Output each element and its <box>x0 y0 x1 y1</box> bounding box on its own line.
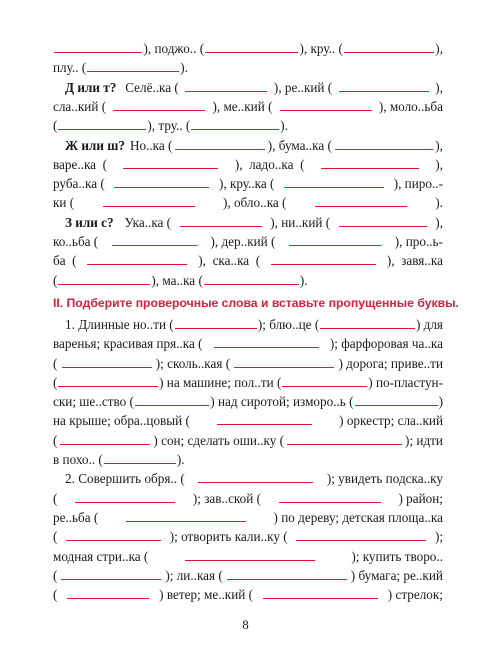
answer-blank[interactable] <box>289 233 381 246</box>
exercise-line <box>65 470 443 487</box>
line-text: ) для <box>415 316 443 332</box>
line-text: руба..ка ( <box>53 176 105 192</box>
line-text: Ука..ка ( <box>121 214 172 230</box>
line-text: ) ветер; ме..кий ( <box>159 587 254 603</box>
exercise-line <box>53 194 443 211</box>
exercise-line <box>65 316 443 333</box>
exercise-line <box>65 79 443 96</box>
answer-blank[interactable] <box>185 548 315 561</box>
line-text: 1. Длинные но..ти ( <box>65 316 174 332</box>
line-text: ( <box>53 118 58 134</box>
exercise-line <box>53 252 443 269</box>
line-text: ба ( <box>53 253 77 269</box>
line-text: сла..кий ( <box>53 98 107 114</box>
line-text: ) сон; сделать оши..ку ( <box>153 432 285 448</box>
line-text: ), пиро..- <box>393 176 443 192</box>
line-text: ) по-пластун- <box>368 374 443 390</box>
answer-blank[interactable] <box>335 137 433 150</box>
exercise-line <box>53 586 443 603</box>
exercise-line <box>53 98 443 115</box>
answer-blank[interactable] <box>185 79 267 92</box>
line-text: ); сколь..кая ( <box>155 355 231 371</box>
line-text: ( <box>53 529 58 545</box>
line-text: плу.. ( <box>53 60 87 76</box>
answer-blank[interactable] <box>282 374 367 387</box>
line-text: ). <box>299 272 308 288</box>
line-text: ); купить творо.. <box>351 548 443 564</box>
line-text: ( <box>53 355 58 371</box>
exercise-line <box>53 548 443 565</box>
line-text: ); блю..це ( <box>257 316 320 332</box>
line-text: ). <box>176 452 185 467</box>
answer-blank[interactable] <box>103 194 195 207</box>
answer-blank[interactable] <box>87 252 187 265</box>
answer-blank[interactable] <box>123 156 218 169</box>
answer-blank[interactable] <box>344 40 434 53</box>
line-text: ), обло..ка ( <box>222 195 287 211</box>
answer-blank[interactable] <box>61 567 161 580</box>
answer-blank[interactable] <box>58 374 158 387</box>
answer-blank[interactable] <box>214 335 319 348</box>
exercise-line <box>53 432 443 449</box>
line-text: ски; ше..ство ( <box>53 394 134 410</box>
answer-blank[interactable] <box>66 528 161 541</box>
line-text: ) дорога; приве..ти <box>338 355 443 371</box>
answer-blank[interactable] <box>87 59 179 72</box>
answer-blank[interactable] <box>339 79 429 92</box>
line-text: ), <box>435 156 443 172</box>
page-number: 8 <box>242 617 249 633</box>
line-text: ). <box>180 60 188 76</box>
exercise-line <box>53 40 443 57</box>
answer-blank[interactable] <box>315 194 407 207</box>
answer-blank[interactable] <box>67 586 149 599</box>
line-text: ), <box>435 41 443 56</box>
line-text: ), кру.. ( <box>299 41 343 56</box>
answer-blank[interactable] <box>58 117 146 130</box>
answer-blank[interactable] <box>175 316 257 329</box>
line-text: ), ни..кий ( <box>270 214 331 230</box>
answer-blank[interactable] <box>180 214 262 227</box>
answer-blank[interactable] <box>321 156 419 169</box>
line-text: ), ладо..ка ( <box>234 156 305 172</box>
answer-blank[interactable] <box>135 393 209 406</box>
line-text: модная стри..ка ( <box>53 548 149 564</box>
answer-blank[interactable] <box>284 175 384 188</box>
exercise-line <box>53 335 443 352</box>
exercise-line <box>53 175 443 192</box>
line-text: ре..ьба ( <box>53 509 99 525</box>
exercise-line <box>65 137 443 154</box>
line-text: ), <box>435 137 443 153</box>
line-text: ки ( <box>53 195 75 211</box>
answer-blank[interactable] <box>104 451 176 464</box>
exercise-line <box>53 412 443 429</box>
line-text: ) по дереву; детская площа..ка <box>273 509 443 525</box>
line-text: ко..ьба ( <box>53 234 99 249</box>
answer-blank[interactable] <box>191 117 279 130</box>
line-text: варе..ка ( <box>53 156 107 172</box>
line-text: ( <box>53 432 58 448</box>
answer-blank[interactable] <box>234 355 334 368</box>
line-text: ), ме..кий ( <box>212 98 273 114</box>
line-text: ); отворить кали..ку ( <box>169 529 288 545</box>
line-text: ( <box>53 272 58 288</box>
line-text: ), бума..ка ( <box>267 137 332 153</box>
section-heading: II. Подберите проверочные слова и вставьте пропущенные буквы. <box>53 295 459 310</box>
exercise-line <box>53 272 443 289</box>
exercise-line <box>53 355 443 372</box>
line-text: ) оркестр; сла..кий <box>339 413 443 429</box>
answer-blank[interactable] <box>280 98 372 111</box>
answer-blank[interactable] <box>205 40 298 53</box>
exercise-line <box>53 509 443 526</box>
task-label: З или с? <box>65 214 114 230</box>
line-text: ), ска..ка ( <box>198 253 261 269</box>
answer-blank[interactable] <box>113 98 205 111</box>
line-text: ) стрелок; <box>387 587 443 603</box>
line-text: ), поджо.. ( <box>143 41 205 56</box>
line-text: ) <box>438 394 443 410</box>
answer-blank[interactable] <box>287 432 402 445</box>
answer-blank[interactable] <box>75 490 175 503</box>
answer-blank[interactable] <box>54 40 142 53</box>
line-text: 2. Совершить обря.. ( <box>65 471 185 487</box>
line-text: ), тру.. ( <box>147 118 191 134</box>
exercise-line <box>53 59 443 76</box>
exercise-line <box>53 490 443 507</box>
answer-blank[interactable] <box>279 490 381 503</box>
line-text: ( <box>53 587 58 603</box>
answer-blank[interactable] <box>198 470 313 483</box>
answer-blank[interactable] <box>217 412 312 425</box>
answer-blank[interactable] <box>355 393 438 406</box>
exercise-line <box>53 451 443 468</box>
exercise-line <box>53 233 443 250</box>
line-text: варенья; красивая пря..ка ( <box>53 336 203 352</box>
line-text: ). <box>280 118 288 134</box>
answer-blank[interactable] <box>320 316 415 329</box>
exercise-line <box>53 393 443 410</box>
exercise-line <box>53 156 443 173</box>
line-text: ) над сиротой; изморо..ь ( <box>210 394 354 410</box>
line-text: Селё..ка ( <box>121 79 179 95</box>
exercise-line <box>65 214 443 231</box>
answer-blank[interactable] <box>296 528 426 541</box>
line-text: ); идти <box>405 432 443 448</box>
answer-blank[interactable] <box>271 252 376 265</box>
answer-blank[interactable] <box>339 214 427 227</box>
line-text: ), дер..кий ( <box>210 234 276 249</box>
line-text: ); ли..кая ( <box>165 567 223 583</box>
answer-blank[interactable] <box>112 233 197 246</box>
line-text: ( <box>53 567 58 583</box>
line-text: ), <box>435 214 443 230</box>
line-text: ), завя..ка <box>386 253 443 269</box>
line-text: ). <box>435 195 443 211</box>
line-text: ) бумага; ре..кий <box>350 567 443 583</box>
task-label: Ж или ш? <box>65 137 125 153</box>
exercise-line <box>53 528 443 545</box>
line-text: в похо.. ( <box>53 452 103 467</box>
line-text: ); зав..ской ( <box>192 490 262 506</box>
exercise-line <box>53 567 443 584</box>
line-text: ) район; <box>398 490 443 506</box>
answer-blank[interactable] <box>263 586 378 599</box>
line-text: ), ре..кий ( <box>273 79 333 95</box>
line-text: ); увидеть подска..ку <box>326 471 443 487</box>
exercise-line <box>53 374 443 391</box>
line-text: ), <box>435 79 443 95</box>
line-text: ), ма..ка ( <box>151 272 203 288</box>
exercise-line <box>53 117 443 134</box>
line-text: ), про..ь- <box>394 234 443 249</box>
answer-blank[interactable] <box>227 567 347 580</box>
line-text: ); фарфоровая ча..ка <box>329 336 443 352</box>
answer-blank[interactable] <box>60 432 150 445</box>
answer-blank[interactable] <box>114 175 209 188</box>
answer-blank[interactable] <box>204 272 299 285</box>
line-text: Но..ка ( <box>126 137 173 153</box>
line-text: ( <box>53 374 58 390</box>
answer-blank[interactable] <box>62 355 152 368</box>
task-label: Д или т? <box>65 79 117 95</box>
line-text: ) на машине; пол..ти ( <box>159 374 282 390</box>
answer-blank[interactable] <box>126 509 246 522</box>
answer-blank[interactable] <box>58 272 150 285</box>
line-text: ); <box>434 529 443 545</box>
line-text: ), моло..ьба <box>378 98 443 114</box>
line-text: на крыше; обра..цовый ( <box>53 413 190 429</box>
answer-blank[interactable] <box>175 137 265 150</box>
line-text: ), кру..ка ( <box>219 176 275 192</box>
line-text: ( <box>53 490 58 506</box>
